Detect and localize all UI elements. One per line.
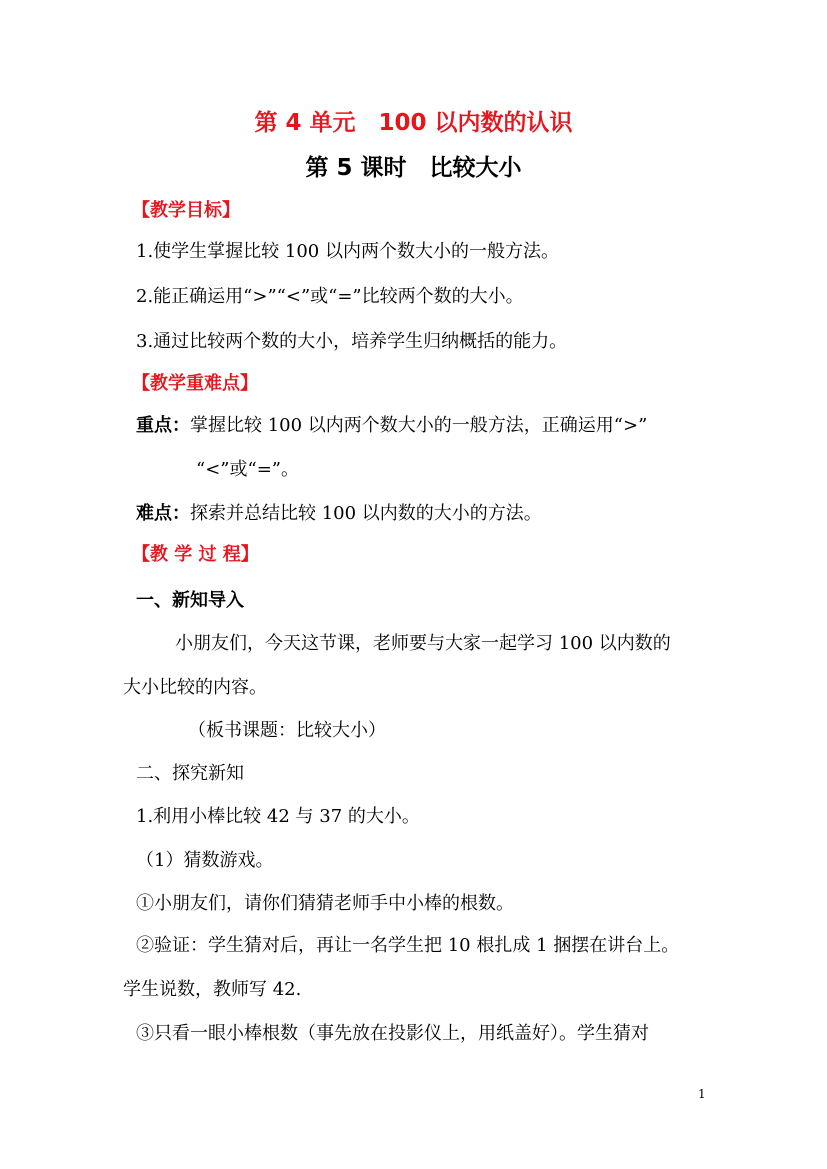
section-1-title: 一、新知导入 — [136, 590, 244, 611]
key-point-text: 掌握比较 100 以内两个数大小的一般方法，正确运用“>” — [190, 415, 648, 436]
key-point-row — [136, 414, 647, 438]
section-1-paragraph-line-2: 大小比较的内容。 — [123, 677, 267, 698]
objectives-heading: 【教学目标】 — [132, 200, 240, 221]
board-note: （板书课题：比较大小） — [188, 720, 386, 741]
objective-item-1: 1.使学生掌握比较 100 以内两个数大小的一般方法。 — [136, 241, 559, 262]
key-points-heading: 【教学重难点】 — [132, 373, 258, 394]
step-item-2-line-1: ②验证：学生猜对后，再让一名学生把 10 根扎成 1 捆摆在讲台上。 — [136, 935, 680, 956]
step-item-2-line-2: 学生说数，教师写 42. — [123, 979, 302, 1000]
key-point-label: 重点： — [136, 415, 190, 436]
step-1-subtitle: （1）猜数游戏。 — [136, 850, 274, 871]
objective-item-2: 2.能正确运用“>”“<”或“=”比较两个数的大小。 — [136, 286, 524, 307]
step-item-3: ③只看一眼小棒根数（事先放在投影仪上，用纸盖好）。学生猜对 — [136, 1023, 649, 1044]
process-heading: 【教 学 过 程】 — [132, 544, 259, 565]
lesson-title: 第 5 课时 比较大小 — [305, 155, 522, 181]
unit-title: 第 4 单元 100 以内数的认识 — [254, 110, 573, 136]
page-number: 1 — [698, 1087, 706, 1101]
difficult-point-row — [136, 502, 542, 526]
key-point-text-continued: “<”或“=”。 — [196, 459, 299, 480]
section-1-paragraph-line-1: 小朋友们，今天这节课，老师要与大家一起学习 100 以内数的 — [175, 633, 671, 654]
step-1: 1.利用小棒比较 42 与 37 的大小。 — [136, 806, 420, 827]
step-item-1: ①小朋友们，请你们猜猜老师手中小棒的根数。 — [136, 893, 514, 914]
difficult-point-label: 难点： — [136, 503, 190, 524]
section-2-title: 二、探究新知 — [136, 763, 244, 784]
difficult-point-text: 探索并总结比较 100 以内数的大小的方法。 — [190, 503, 542, 524]
objective-item-3: 3.通过比较两个数的大小，培养学生归纳概括的能力。 — [136, 331, 568, 352]
